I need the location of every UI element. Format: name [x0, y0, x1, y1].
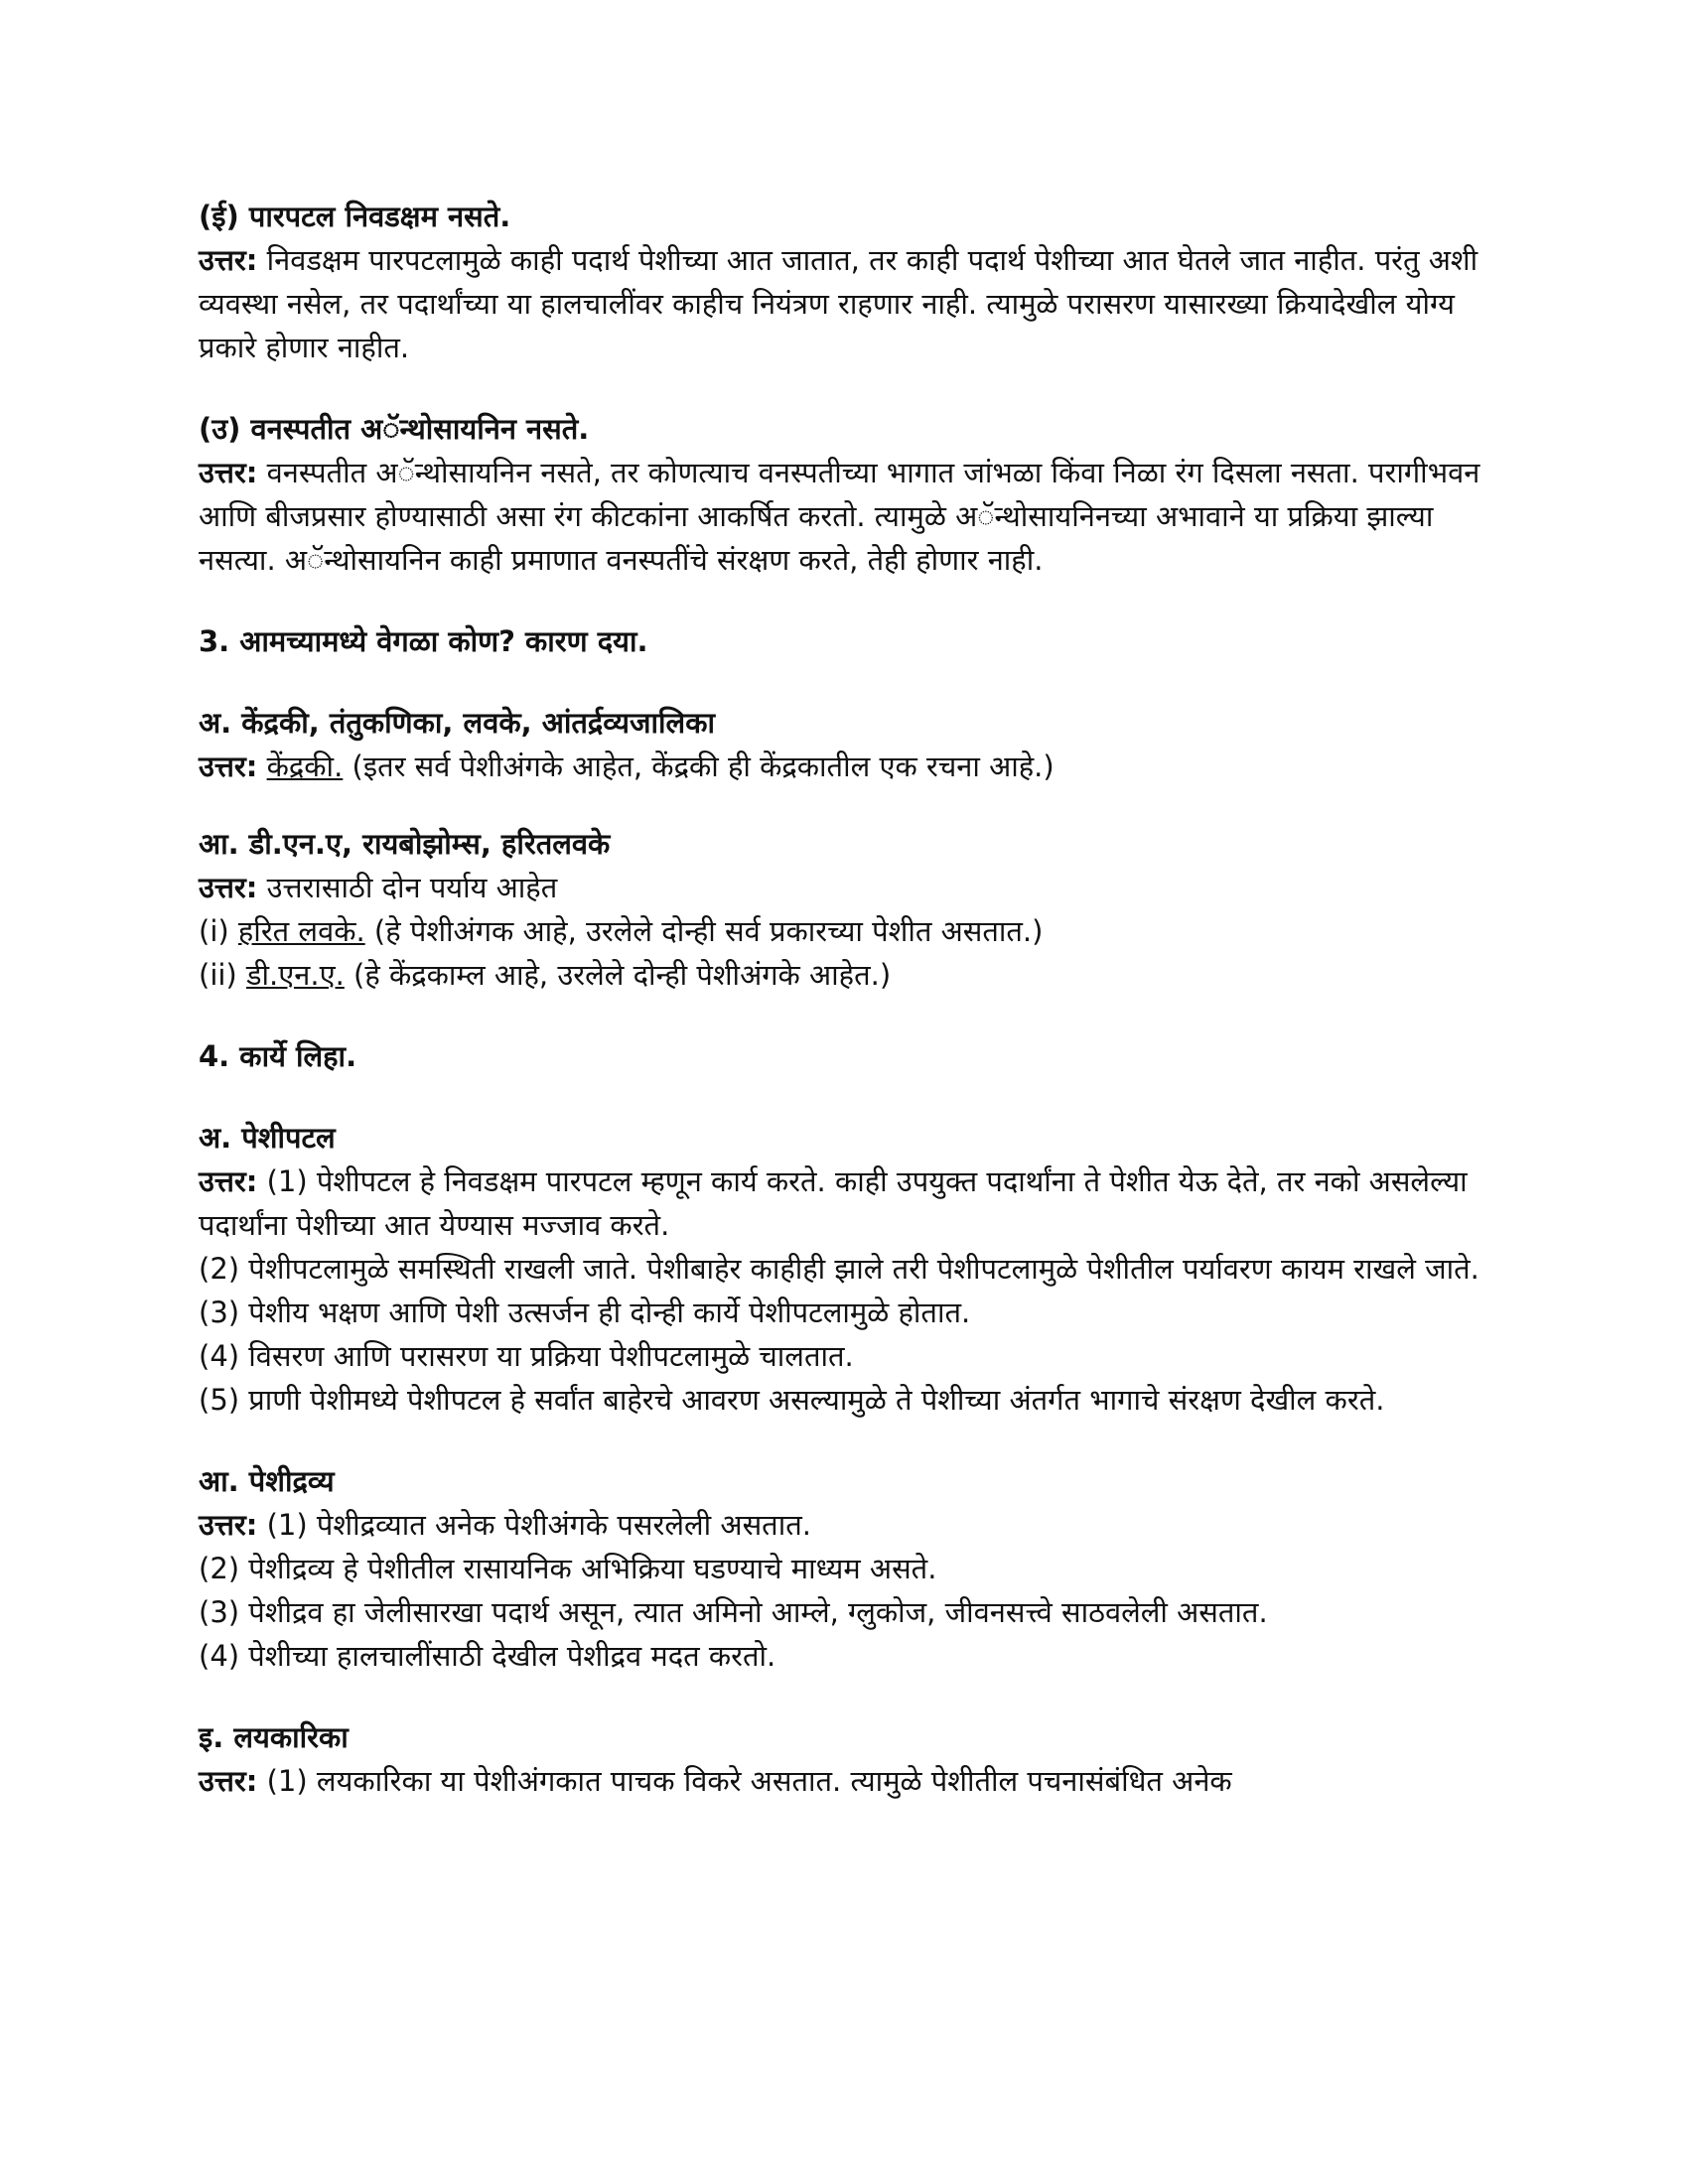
- question-4b-point-1: [199, 1503, 1509, 1547]
- question-4c: [199, 1715, 1509, 1803]
- question-4c-point-1: [199, 1759, 1509, 1803]
- answer-label: उत्तर:: [199, 1164, 258, 1198]
- question-4c-heading: इ. लयकारिका: [199, 1720, 349, 1754]
- answer-label: उत्तर:: [199, 243, 258, 277]
- section-e-answer: [199, 238, 1509, 369]
- question-4-heading: 4. कार्ये लिहा.: [199, 1039, 357, 1073]
- section-u-answer: [199, 451, 1509, 582]
- answer-text: निवडक्षम पारपटलामुळे काही पदार्थ पेशीच्या आत जातात, तर काही पदार्थ पेशीच्या आत घेतले जात नाहीत. परंतु अशी व्यवस्था नसेल, तर पदार्थांच्या या हालचालींवर काहीच नियंत्रण राहणार नाही. त्यामुळे परासरण यासारख्या क्रियादेखील योग्य प्रकारे होणार नाहीत.: [199, 243, 1478, 364]
- answer-label: उत्तर:: [199, 1508, 258, 1542]
- answer-text: वनस्पतीत अॅन्थोसायनिन नसते, तर कोणत्याच वनस्पतीच्या भागात जांभळा किंवा निळा रंग दिसला नसता. परागीभवन आणि बीजप्रसार होण्यासाठी असा रंग कीटकांना आकर्षित करतो. त्यामुळे अॅन्थोसायनिनच्या अभावाने या प्रक्रिया झाल्या नसत्या. अॅन्थोसायनिन काही प्रमाणात वनस्पतींचे संरक्षण करते, तेही होणार नाही.: [199, 456, 1480, 577]
- question-3b: [199, 822, 1509, 997]
- option-underlined: हरित लवके.: [237, 914, 365, 948]
- question-4a-point-1: [199, 1160, 1509, 1247]
- option-text: (हे पेशीअंगक आहे, उरलेले दोन्ही सर्व प्रकारच्या पेशीत असतात.): [364, 914, 1044, 948]
- answer-text: उत्तरासाठी दोन पर्याय आहेत: [257, 871, 558, 904]
- option-prefix: (ii): [199, 958, 246, 992]
- answer-label: उत्तर:: [199, 750, 258, 783]
- question-3a: [199, 701, 1509, 788]
- answer-label: उत्तर:: [199, 456, 258, 489]
- question-4b-heading: आ. पेशीद्रव्य: [199, 1464, 335, 1498]
- answer-text: (1) पेशीपटल हे निवडक्षम पारपटल म्हणून कार्य करते. काही उपयुक्त पदार्थांना ते पेशीत येऊ देते, तर नको असलेल्या पदार्थांना पेशीच्या आत येण्यास मज्जाव करते.: [199, 1164, 1468, 1242]
- question-4a: [199, 1116, 1509, 1422]
- question-3b-option-1: [199, 909, 1509, 953]
- document-page: [199, 195, 1509, 1803]
- section-u: [199, 407, 1509, 582]
- option-prefix: (i): [199, 914, 238, 948]
- option-text: (हे केंद्रकाम्ल आहे, उरलेले दोन्ही पेशीअंगके आहेत.): [344, 958, 892, 992]
- question-4a-point-3: (3) पेशीय भक्षण आणि पेशी उत्सर्जन ही दोन्ही कार्ये पेशीपटलामुळे होतात.: [199, 1296, 971, 1329]
- question-4b-point-4: (4) पेशीच्या हालचालींसाठी देखील पेशीद्रव मदत करतो.: [199, 1639, 776, 1673]
- question-4a-point-5: (5) प्राणी पेशीमध्ये पेशीपटल हे सर्वांत बाहेरचे आवरण असल्यामुळे ते पेशीच्या अंतर्गत भागाचे संरक्षण देखील करते.: [199, 1383, 1385, 1417]
- question-3a-heading: अ. केंद्रकी, तंतुकणिका, लवके, आंतर्द्रव्यजालिका: [199, 706, 716, 740]
- question-4b-point-3: (3) पेशीद्रव हा जेलीसारखा पदार्थ असून, त्यात अमिनो आम्ले, ग्लुकोज, जीवनसत्त्वे साठवलेली असतात.: [199, 1595, 1268, 1629]
- option-underlined: डी.एन.ए.: [245, 958, 345, 992]
- question-3b-heading: आ. डी.एन.ए, रायबोझोम्स, हरितलवके: [199, 827, 611, 861]
- question-4b-point-2: (2) पेशीद्रव्य हे पेशीतील रासायनिक अभिक्रिया घडण्याचे माध्यम असते.: [199, 1552, 937, 1585]
- question-4a-point-4: (4) विसरण आणि परासरण या प्रक्रिया पेशीपटलामुळे चालतात.: [199, 1339, 854, 1373]
- question-3-heading: 3. आमच्यामध्ये वेगळा कोण? कारण दया.: [199, 624, 648, 658]
- answer-label: उत्तर:: [199, 871, 258, 904]
- section-e: [199, 195, 1509, 369]
- section-u-heading: (उ) वनस्पतीत अॅन्थोसायनिन नसते.: [199, 412, 590, 446]
- answer-text: (1) पेशीद्रव्यात अनेक पेशीअंगके पसरलेली असतात.: [257, 1508, 811, 1542]
- answer-underlined: केंद्रकी.: [266, 750, 344, 783]
- question-3a-answer: [199, 745, 1509, 788]
- question-4a-point-2: (2) पेशीपटलामुळे समस्थिती राखली जाते. पेशीबाहेर काहीही झाले तरी पेशीपटलामुळे पेशीतील पर्यावरण कायम राखले जाते.: [199, 1252, 1479, 1286]
- section-e-heading: (ई) पारपटल निवडक्षम नसते.: [199, 200, 511, 233]
- question-4b: [199, 1459, 1509, 1678]
- question-4a-heading: अ. पेशीपटल: [199, 1121, 336, 1155]
- answer-label: उत्तर:: [199, 1764, 258, 1798]
- question-3b-answer: [199, 866, 1509, 909]
- answer-text: (इतर सर्व पेशीअंगके आहेत, केंद्रकी ही केंद्रकातील एक रचना आहे.): [343, 750, 1055, 783]
- question-3b-option-2: [199, 953, 1509, 997]
- answer-text: (1) लयकारिका या पेशीअंगकात पाचक विकरे असतात. त्यामुळे पेशीतील पचनासंबंधित अनेक: [257, 1764, 1232, 1798]
